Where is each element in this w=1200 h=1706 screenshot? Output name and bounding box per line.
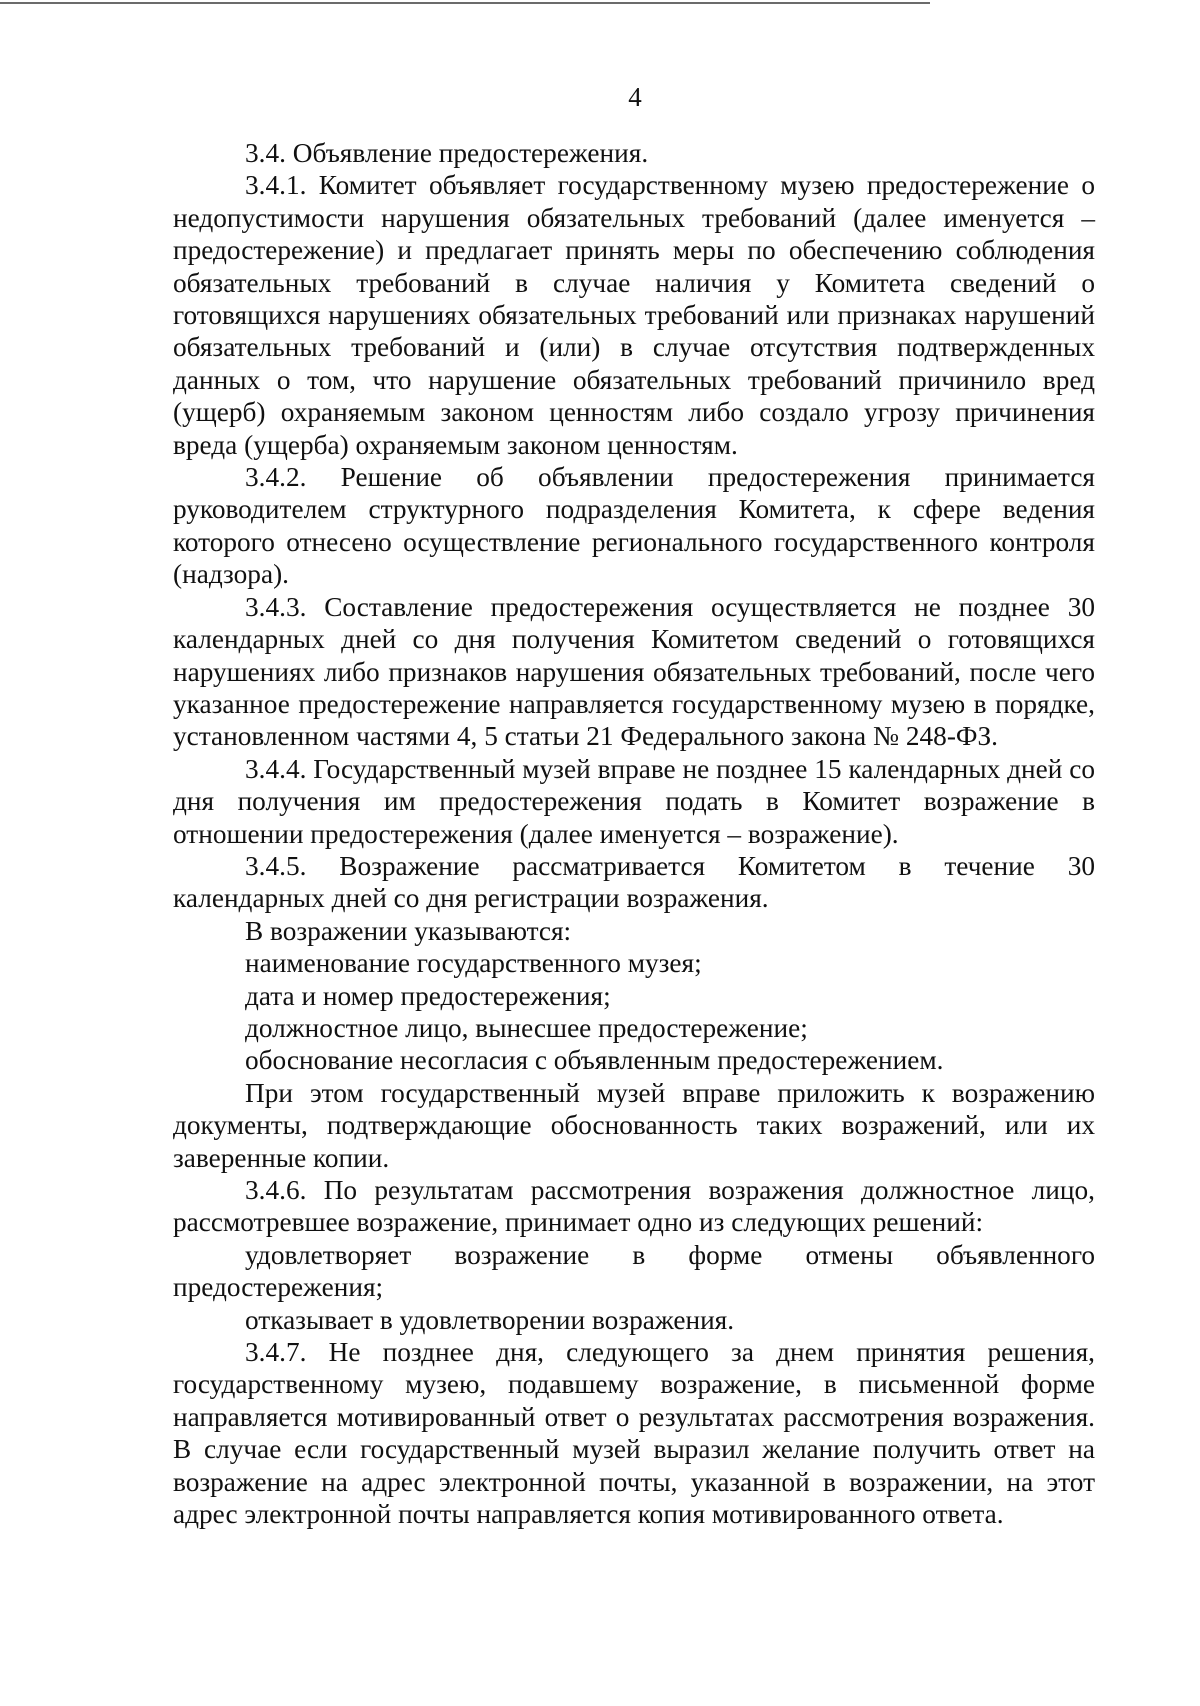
paragraph-3-4-5: 3.4.5. Возражение рассматривается Комитетом в течение 30 календарных дней со дня регистрации возражения.	[173, 850, 1095, 914]
paragraph-3-4-1: 3.4.1. Комитет объявляет государственному музею предостережение о недопустимости нарушения обязательных требований (далее именуется – предостережение) и предлагает принять меры по обеспечению соблюдения обязательных требований в случае наличия у Комитета сведений о готовящихся нарушениях обязательных требований или признаках нарушений обязательных требований и (или) в случае отсутствия подтвержденных данных о том, что нарушение обязательных требований причинило вред (ущерб) охраняемым законом ценностям либо создало угрозу причинения вреда (ущерба) охраняемым законом ценностям.	[173, 170, 1095, 460]
decision-option-satisfy: удовлетворяет возражение в форме отмены объявленного предостережения;	[173, 1239, 1095, 1303]
list-item-warning-date-number: дата и номер предостережения;	[245, 980, 611, 1011]
list-item-museum-name: наименование государственного музея;	[245, 948, 702, 979]
page-number: 4	[628, 82, 642, 112]
document-body	[173, 137, 1095, 1530]
paragraph-3-4-3: 3.4.3. Составление предостережения осуществляется не позднее 30 календарных дней со дня получения Комитетом сведений о готовящихся нарушениях либо признаков нарушения обязательных требований, после чего указанное предостережение направляется государственному музею в порядке, установленном частями 4, 5 статьи 21 Федерального закона № 248-ФЗ.	[173, 591, 1095, 752]
scan-top-edge-line	[0, 2, 930, 4]
paragraph-3-4-7: 3.4.7. Не позднее дня, следующего за днем принятия решения, государственному музею, подавшему возражение, в письменной форме направляется мотивированный ответ о результатах рассмотрения возражения. В случае если государственный музей выразил желание получить ответ на возражение на адрес электронной почты, указанной в возражении, на этот адрес электронной почты направляется копия мотивированного ответа.	[173, 1337, 1095, 1530]
paragraph-3-4-6: 3.4.6. По результатам рассмотрения возражения должностное лицо, рассмотревшее возражение, принимает одно из следующих решений:	[173, 1175, 1095, 1238]
decision-option-refuse: отказывает в удовлетворении возражения.	[245, 1304, 735, 1335]
paragraph-attachments: При этом государственный музей вправе приложить к возражению документы, подтверждающие обоснованность таких возражений, или их заверенные копии.	[173, 1077, 1095, 1173]
paragraph-3-4-4: 3.4.4. Государственный музей вправе не позднее 15 календарных дней со дня получения им предостережения подать в Комитет возражение в отношении предостережения (далее именуется – возражение).	[173, 753, 1095, 849]
list-item-disagreement-grounds: обоснование несогласия с объявленным предостережением.	[245, 1045, 944, 1076]
list-item-official: должностное лицо, вынесшее предостережение;	[245, 1012, 808, 1043]
paragraph-3-4-2: 3.4.2. Решение об объявлении предостережения принимается руководителем структурного подразделения Комитета, к сфере ведения которого отнесено осуществление регионального государственного контроля (надзора).	[173, 462, 1095, 590]
section-heading-3-4: 3.4. Объявление предостережения.	[245, 138, 649, 168]
objection-contents-intro: В возражении указываются:	[245, 915, 572, 946]
